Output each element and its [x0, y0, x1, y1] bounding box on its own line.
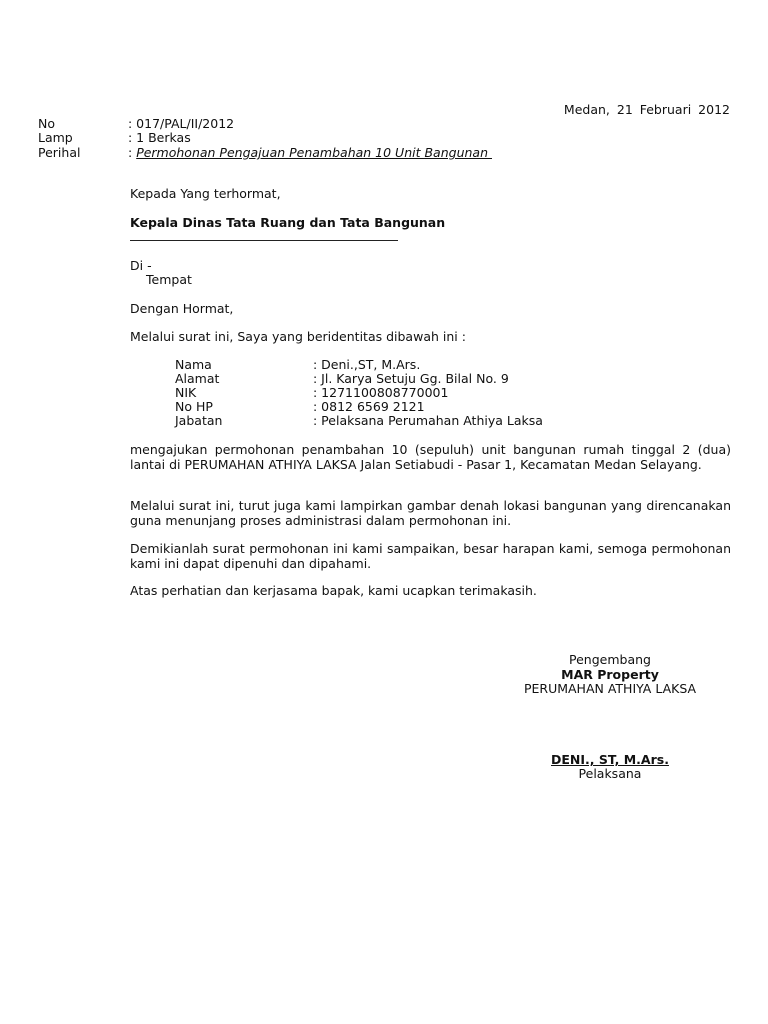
recipient-divider [130, 240, 398, 241]
recipient-greeting: Kepada Yang terhormat, [130, 186, 281, 201]
meta-value-lamp: : 1 Berkas [128, 130, 191, 145]
signature-project: PERUMAHAN ATHIYA LAKSA [523, 681, 697, 696]
identity-label: Alamat [175, 371, 220, 386]
body-paragraph: mengajukan permohonan penambahan 10 (sepuluh) unit bangunan rumah tinggal 2 (dua) lantai di PERUMAHAN ATHIYA LAKSA Jalan Setiabudi - Pasar 1, Kecamatan Medan Selayang. [130, 442, 731, 472]
intro-line: Melalui surat ini, Saya yang beridentitas dibawah ini : [130, 329, 466, 344]
identity-label: NIK [175, 385, 197, 400]
subject-text: Permohonan Pengajuan Penambahan 10 Unit Bangunan [136, 145, 492, 160]
identity-value: : 0812 6569 2121 [313, 399, 425, 414]
meta-value-no: : 017/PAL/II/2012 [128, 116, 235, 131]
body-paragraph: Melalui surat ini, turut juga kami lampirkan gambar denah lokasi bangunan yang direncanakan guna menunjang proses administrasi dalam permohonan ini. [130, 498, 731, 528]
recipient-name: Kepala Dinas Tata Ruang dan Tata Bangunan [130, 215, 446, 230]
identity-label: No HP [175, 399, 213, 414]
meta-value-perihal [128, 146, 492, 160]
identity-label: Nama [175, 357, 212, 372]
recipient-tempat: Tempat [146, 272, 192, 287]
meta-label-perihal: Perihal [38, 145, 81, 160]
opening-salutation: Dengan Hormat, [130, 301, 234, 316]
closing-paragraph: Atas perhatian dan kerjasama bapak, kami ucapkan terimakasih. [130, 583, 537, 598]
signature-role: Pengembang [569, 652, 651, 667]
identity-value: : Jl. Karya Setuju Gg. Bilal No. 9 [313, 371, 509, 386]
identity-value: : Pelaksana Perumahan Athiya Laksa [313, 413, 543, 428]
meta-label-lamp: Lamp [38, 130, 73, 145]
body-paragraph: Demikianlah surat permohonan ini kami sampaikan, besar harapan kami, semoga permohonan kami ini dapat dipenuhi dan dipahami. [130, 541, 731, 571]
signatory-position: Pelaksana [578, 766, 642, 781]
identity-value: : 1271100808770001 [313, 385, 449, 400]
letter-date: Medan, 21 Februari 2012 [563, 102, 730, 117]
identity-value: : Deni.,ST, M.Ars. [313, 357, 421, 372]
meta-perihal-colon: : [128, 145, 137, 160]
signature-company: MAR Property [561, 667, 659, 682]
signatory-name: DENI., ST, M.Ars. [551, 752, 669, 767]
identity-label: Jabatan [175, 413, 223, 428]
meta-label-no: No [38, 116, 55, 131]
recipient-di: Di - [130, 258, 152, 273]
